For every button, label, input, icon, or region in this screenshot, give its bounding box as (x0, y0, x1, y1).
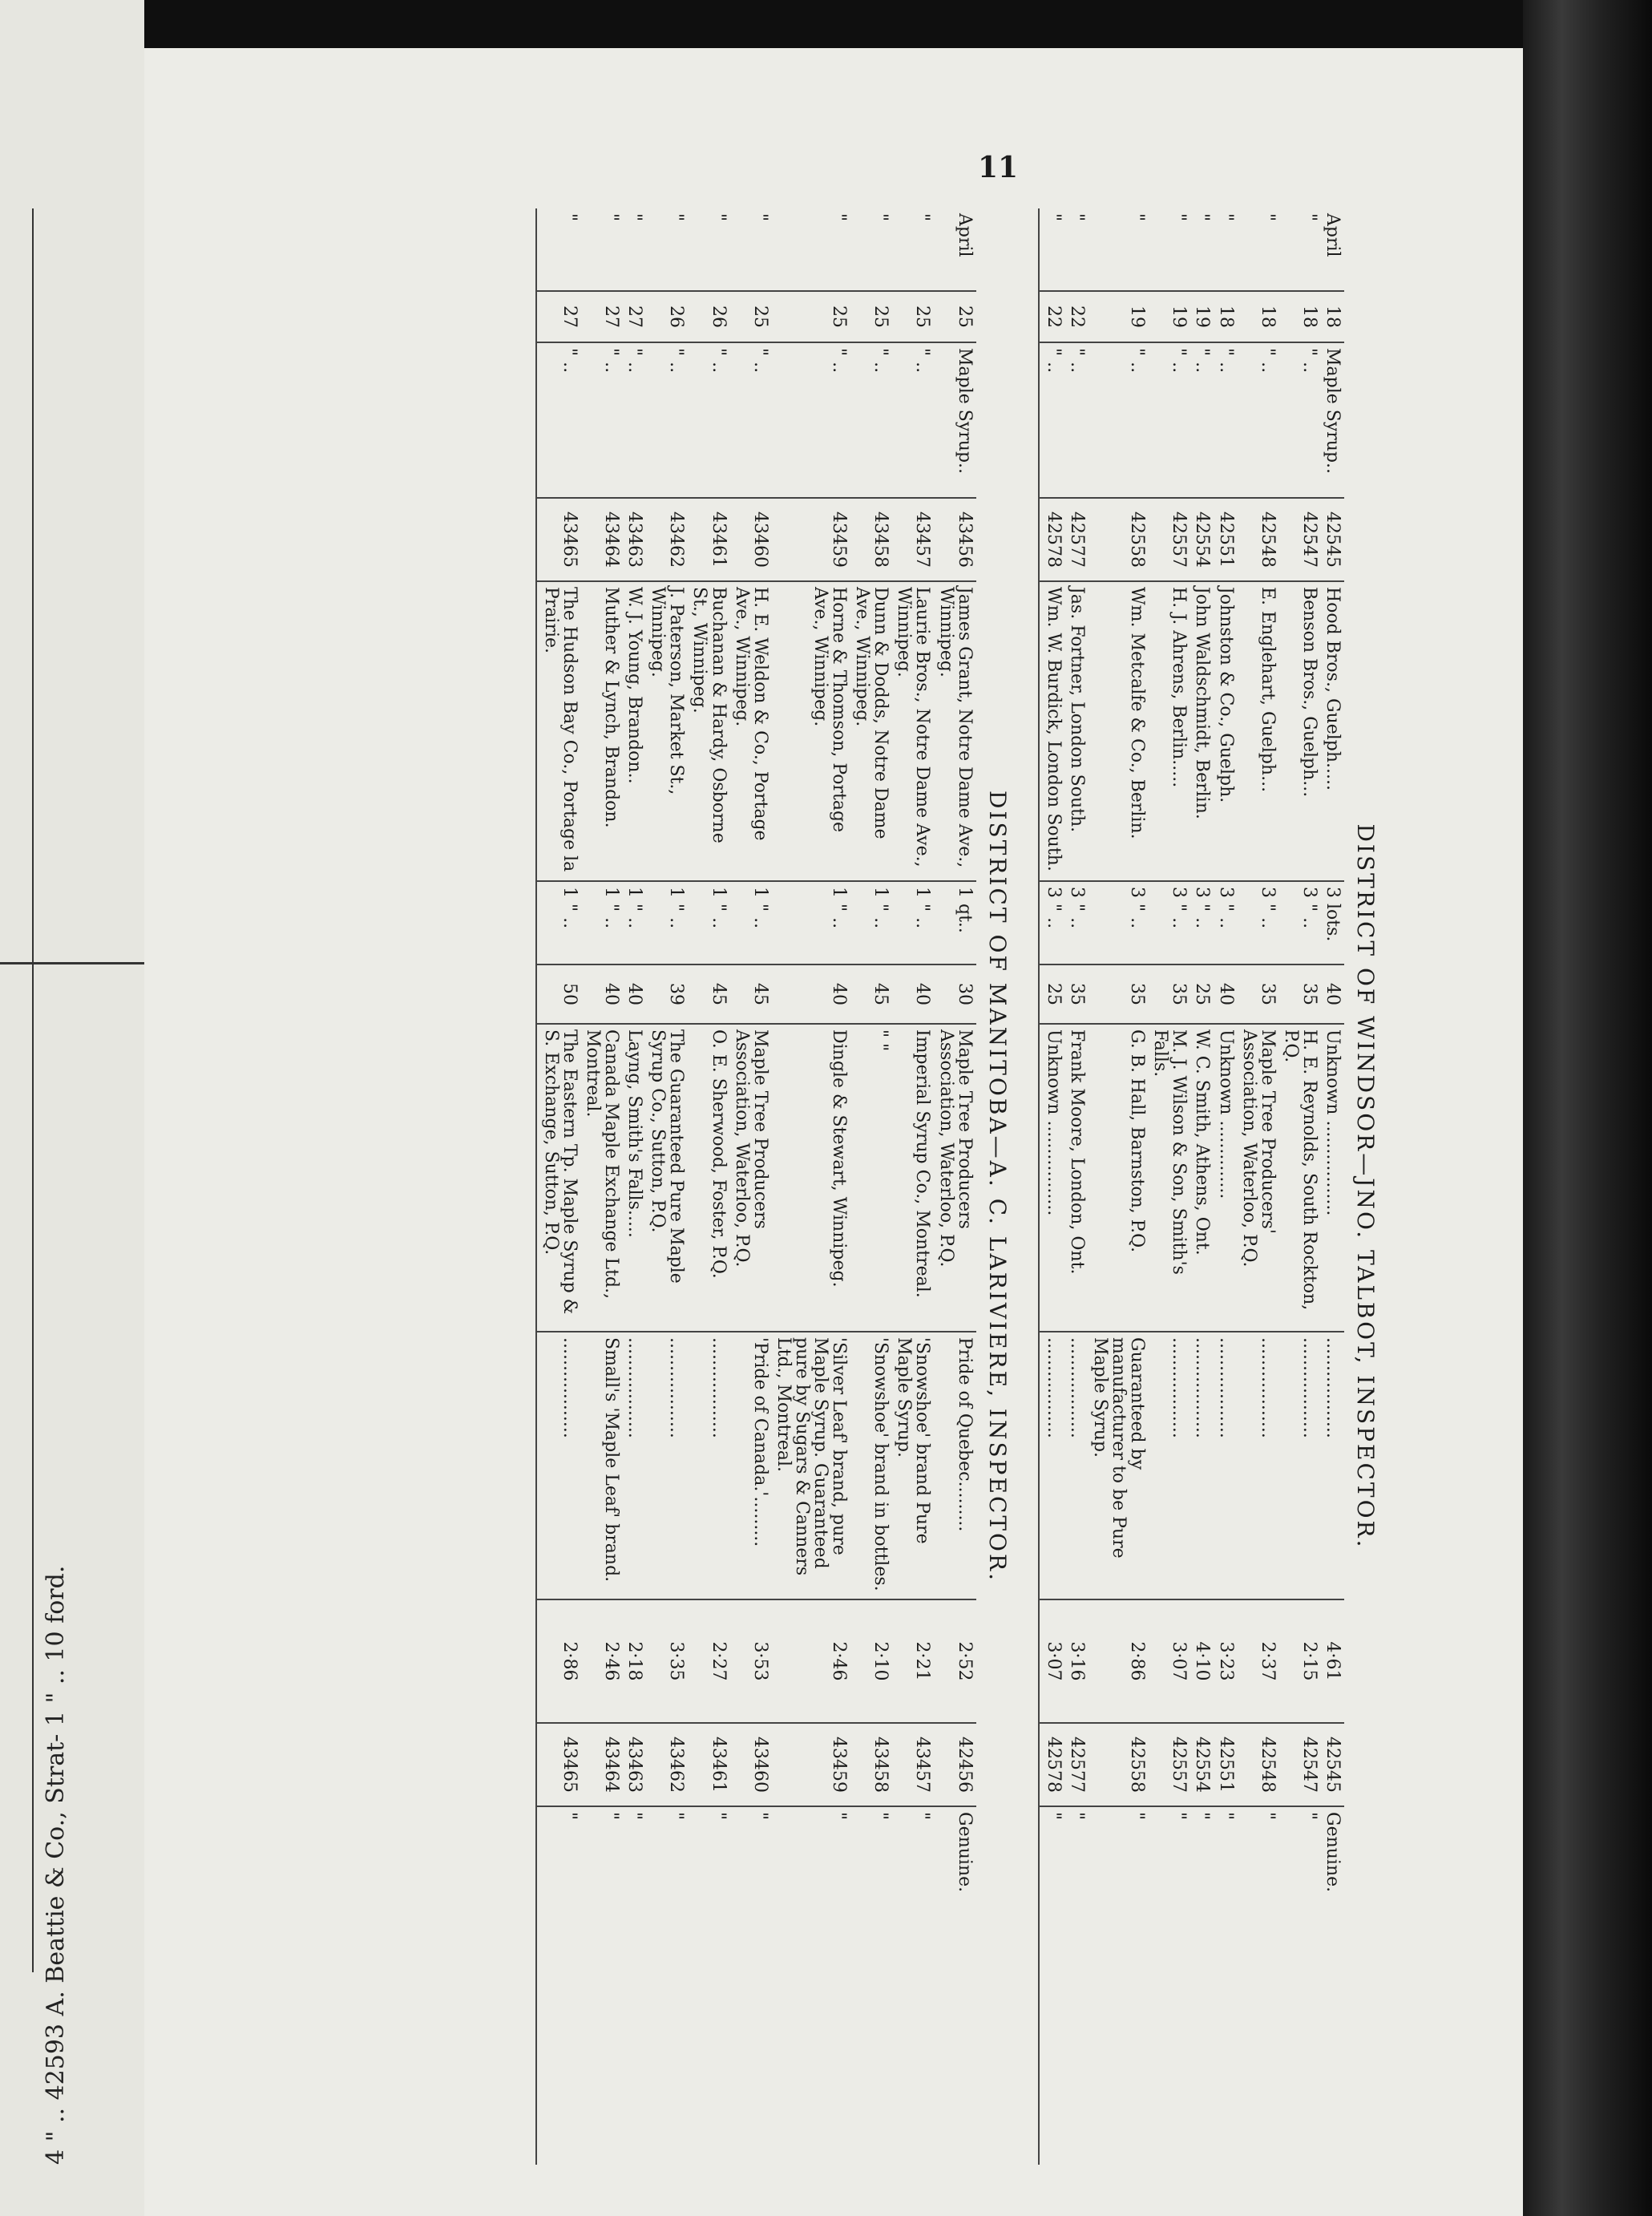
sample-number: 43456 (935, 498, 976, 581)
article-name: " .. (1190, 342, 1214, 498)
quantity: 1 " .. (850, 881, 892, 964)
date-month: April (1323, 213, 1343, 257)
sample-number: 42557 (1149, 498, 1190, 581)
sample-number: 43457 (892, 498, 934, 581)
manufacturer: " " (850, 1024, 892, 1332)
quantity: 1 " .. (646, 881, 688, 964)
manufacturer: Unknown ................. (1039, 1024, 1065, 1332)
rotated-content (535, 208, 1379, 2165)
remark: " (1149, 1806, 1190, 2165)
samples-table (1038, 208, 1344, 2165)
table-row (935, 208, 976, 2165)
quantity: 1 qt.. (935, 881, 976, 964)
sample-number: 43458 (850, 498, 892, 581)
ash-percent: 3·07 (1149, 1599, 1190, 1723)
article-name: " .. (688, 342, 729, 498)
sample-number: 43463 (623, 498, 646, 581)
manufacturer: Dingle & Stewart, Winnipeg. (772, 1024, 850, 1332)
ash-percent: 2·27 (688, 1599, 729, 1723)
date-month: " (708, 213, 729, 222)
sample-number: 43461 (688, 498, 729, 581)
date-day: 25 (935, 291, 976, 342)
quantity: 3 " .. (1089, 881, 1149, 964)
table-row (892, 208, 934, 2165)
table-row (730, 208, 772, 2165)
quantity: 1 " .. (536, 881, 581, 964)
sample-ref-number: 43464 (581, 1723, 623, 1806)
vendor-name: J. Paterson, Market St., Winnipeg. (646, 581, 688, 881)
table-row (688, 208, 729, 2165)
sample-number: 42547 (1279, 498, 1321, 581)
date-day: 25 (772, 291, 850, 342)
price-cents: 35 (1238, 964, 1279, 1024)
vendor-name: Jas. Fortner, London South. (1065, 581, 1089, 881)
date-day: 18 (1238, 291, 1279, 342)
date-day: 19 (1190, 291, 1214, 342)
table-row (1039, 208, 1065, 2165)
sample-number: 43462 (646, 498, 688, 581)
remark: " (730, 1806, 772, 2165)
price-cents: 39 (646, 964, 688, 1024)
remark: " (892, 1806, 934, 2165)
remark: " (1039, 1806, 1065, 2165)
date-day: 25 (730, 291, 772, 342)
remark: Genuine. (1321, 1806, 1344, 2165)
remark: " (1238, 1806, 1279, 2165)
vendor-name: Wm. Metcalfe & Co., Berlin. (1089, 581, 1149, 881)
ash-percent: 3·07 (1039, 1599, 1065, 1723)
brand-description: .................. (646, 1332, 688, 1599)
previous-page-fragment: 4 " .. 42593 A. Beattie & Co., Strat- 1 " .. 10 ford. (42, 1565, 70, 2165)
sample-number: 43465 (536, 498, 581, 581)
date-month: " (1169, 213, 1190, 222)
table-row (581, 208, 623, 2165)
sample-number: 42578 (1039, 498, 1065, 581)
quantity: 3 " .. (1279, 881, 1321, 964)
date-day: 27 (581, 291, 623, 342)
brand-description: 'Snowshoe' brand in bottles. (850, 1332, 892, 1599)
brand-description: .................. (1238, 1332, 1279, 1599)
date-day: 26 (688, 291, 729, 342)
manufacturer: Imperial Syrup Co., Montreal. (892, 1024, 934, 1332)
brand-description: .................. (536, 1332, 581, 1599)
ash-percent: 2·86 (536, 1599, 581, 1723)
date-day: 18 (1214, 291, 1237, 342)
remark: " (1089, 1806, 1149, 2165)
ash-percent: 4·10 (1190, 1599, 1214, 1723)
manufacturer: The Guaranteed Pure Maple Syrup Co., Sutton, P.Q. (646, 1024, 688, 1332)
date-month: " (601, 213, 622, 222)
quantity: 1 " .. (730, 881, 772, 964)
date-day: 25 (850, 291, 892, 342)
price-cents: 40 (581, 964, 623, 1024)
sample-ref-number: 43458 (850, 1723, 892, 1806)
table-row (1321, 208, 1344, 2165)
sample-number: 43459 (772, 498, 850, 581)
sample-number: 42551 (1214, 498, 1237, 581)
quantity: 1 " .. (581, 881, 623, 964)
brand-description: .................. (1214, 1332, 1237, 1599)
brand-description: Guaranteed by manufacturer to be Pure Maple Syrup. (1089, 1332, 1149, 1599)
manufacturer: Frank Moore, London, Ont. (1065, 1024, 1089, 1332)
sample-ref-number: 43465 (536, 1723, 581, 1806)
date-month: " (1215, 213, 1236, 222)
date-month: " (912, 213, 933, 222)
quantity: 3 " .. (1149, 881, 1190, 964)
date-month: April (954, 213, 975, 257)
article-name: " .. (1149, 342, 1190, 498)
section-manitoba (535, 208, 1011, 2165)
article-name: " .. (1065, 342, 1089, 498)
brand-description: 'Snowshoe' brand Pure Maple Syrup. (892, 1332, 934, 1599)
date-day: 27 (536, 291, 581, 342)
brand-description: .................. (688, 1332, 729, 1599)
date-month: " (536, 208, 581, 291)
vendor-name: W. J. Young, Brandon.. (623, 581, 646, 881)
sample-ref-number: 43460 (730, 1723, 772, 1806)
sample-number: 42558 (1089, 498, 1149, 581)
vendor-name: H. E. Weldon & Co., Portage Ave., Winnipeg. (730, 581, 772, 881)
remark: " (1065, 1806, 1089, 2165)
ash-percent: 2·46 (581, 1599, 623, 1723)
price-cents: 35 (1089, 964, 1149, 1024)
remark: " (646, 1806, 688, 2165)
quantity: 3 " .. (1065, 881, 1089, 964)
ash-percent: 2·46 (772, 1599, 850, 1723)
manufacturer: The Eastern Tp. Maple Syrup & S. Exchange, Sutton, P.Q. (536, 1024, 581, 1332)
previous-page-edge (0, 0, 144, 2216)
vendor-name: Buchanan & Hardy, Osborne St., Winnipeg. (688, 581, 729, 881)
article-name: " .. (850, 342, 892, 498)
table-row (623, 208, 646, 2165)
quantity: 3 " .. (1238, 881, 1279, 964)
sample-ref-number: 42456 (935, 1723, 976, 1806)
sample-number: 42577 (1065, 498, 1089, 581)
article-name: Maple Syrup.. (1321, 342, 1344, 498)
quantity: 1 " .. (623, 881, 646, 964)
sample-ref-number: 43459 (772, 1723, 850, 1806)
ash-percent: 2·18 (623, 1599, 646, 1723)
manufacturer: Layng, Smith's Falls..... (623, 1024, 646, 1332)
date-day: 19 (1089, 291, 1149, 342)
quantity: 3 " .. (1039, 881, 1065, 964)
brand-description: .................. (1065, 1332, 1089, 1599)
manufacturer: H. E. Reynolds, South Rockton, P.Q. (1279, 1024, 1321, 1332)
brand-description: Small's 'Maple Leaf' brand. (581, 1332, 623, 1599)
vendor-name: Muther & Lynch, Brandon. (581, 581, 623, 881)
price-cents: 30 (935, 964, 976, 1024)
quantity: 1 " .. (772, 881, 850, 964)
article-name: " .. (1279, 342, 1321, 498)
vendor-name: James Grant, Notre Dame Ave., Winnipeg. (935, 581, 976, 881)
quantity: 3 lots. (1321, 881, 1344, 964)
manufacturer: Maple Tree Producers Association, Waterloo, P.Q. (730, 1024, 772, 1332)
brand-description: .................. (1321, 1332, 1344, 1599)
vendor-name: Wm. W. Burdick, London South. (1039, 581, 1065, 881)
sample-ref-number: 42554 (1190, 1723, 1214, 1806)
article-name: " .. (892, 342, 934, 498)
ash-percent: 3·16 (1065, 1599, 1089, 1723)
price-cents: 35 (1279, 964, 1321, 1024)
price-cents: 45 (688, 964, 729, 1024)
brand-description: .................. (1279, 1332, 1321, 1599)
remark: " (1190, 1806, 1214, 2165)
price-cents: 40 (1214, 964, 1237, 1024)
vendor-name: Johnston & Co., Guelph. (1214, 581, 1237, 881)
remark: " (1214, 1806, 1237, 2165)
remark: " (1279, 1806, 1321, 2165)
sample-ref-number: 42577 (1065, 1723, 1089, 1806)
sample-ref-number: 42578 (1039, 1723, 1065, 1806)
ash-percent: 2·86 (1089, 1599, 1149, 1723)
article-name: " .. (536, 342, 581, 498)
article-name: " .. (646, 342, 688, 498)
ash-percent: 3·53 (730, 1599, 772, 1723)
sample-ref-number: 42558 (1089, 1723, 1149, 1806)
column-rule (32, 208, 34, 1972)
remark: " (850, 1806, 892, 2165)
sample-number: 42554 (1190, 498, 1214, 581)
date-month: " (829, 213, 850, 222)
price-cents: 45 (730, 964, 772, 1024)
sample-number: 42548 (1238, 498, 1279, 581)
date-month: " (749, 213, 770, 222)
date-month: " (1192, 213, 1213, 222)
sample-ref-number: 42547 (1279, 1723, 1321, 1806)
remark: " (688, 1806, 729, 2165)
vendor-name: Hood Bros., Guelph..... (1321, 581, 1344, 881)
date-day: 27 (623, 291, 646, 342)
vendor-name: The Hudson Bay Co., Portage la Prairie. (536, 581, 581, 881)
brand-description: 'Pride of Canada.'......... (730, 1332, 772, 1599)
sample-number: 43460 (730, 498, 772, 581)
sample-ref-number: 43457 (892, 1723, 934, 1806)
table-row (1214, 208, 1237, 2165)
date-month: " (624, 213, 645, 222)
sample-number: 42545 (1321, 498, 1344, 581)
price-cents: 50 (536, 964, 581, 1024)
vendor-name: Laurie Bros., Notre Dame Ave., Winnipeg. (892, 581, 934, 881)
price-cents: 40 (623, 964, 646, 1024)
table-row (1089, 208, 1149, 2165)
price-cents: 25 (1190, 964, 1214, 1024)
vendor-name: John Waldschmidt, Berlin. (1190, 581, 1214, 881)
date-month: " (1039, 208, 1065, 291)
quantity: 3 " .. (1214, 881, 1237, 964)
remark: " (623, 1806, 646, 2165)
remark: " (772, 1806, 850, 2165)
vendor-name: H. J. Ahrens, Berlin..... (1149, 581, 1190, 881)
vendor-name: Dunn & Dodds, Notre Dame Ave., Winnipeg. (850, 581, 892, 881)
ash-percent: 3·35 (646, 1599, 688, 1723)
vendor-name: E. Englehart, Guelph... (1238, 581, 1279, 881)
article-name: " .. (730, 342, 772, 498)
price-cents: 40 (892, 964, 934, 1024)
table-row (646, 208, 688, 2165)
quantity: 1 " .. (892, 881, 934, 964)
date-day: 26 (646, 291, 688, 342)
brand-description: .................. (623, 1332, 646, 1599)
table-row (1238, 208, 1279, 2165)
table-row (772, 208, 850, 2165)
date-day: 22 (1065, 291, 1089, 342)
ash-percent: 4·61 (1321, 1599, 1344, 1723)
table-row (1279, 208, 1321, 2165)
brand-description: 'Silver Leaf' brand, pure Maple Syrup. Guaranteed pure by Sugars & Canners Ltd., Montreal. (772, 1332, 850, 1599)
date-day: 19 (1149, 291, 1190, 342)
date-day: 18 (1321, 291, 1344, 342)
manufacturer: O. E. Sherwood, Foster, P.Q. (688, 1024, 729, 1332)
sample-ref-number: 42557 (1149, 1723, 1190, 1806)
article-name: " .. (1039, 342, 1065, 498)
remark: " (536, 1806, 581, 2165)
date-month: " (1127, 213, 1148, 222)
vendor-name: Benson Bros., Guelph... (1279, 581, 1321, 881)
district-title: DISTRICT OF WINDSOR—JNO. TALBOT, INSPECTOR. (1352, 823, 1379, 1550)
sample-ref-number: 43463 (623, 1723, 646, 1806)
ash-percent: 2·15 (1279, 1599, 1321, 1723)
sample-ref-number: 42551 (1214, 1723, 1237, 1806)
article-name: " .. (581, 342, 623, 498)
manufacturer: G. B. Hall, Barnston, P.Q. (1089, 1024, 1149, 1332)
price-cents: 35 (1149, 964, 1190, 1024)
date-month: " (666, 213, 687, 222)
sample-ref-number: 42548 (1238, 1723, 1279, 1806)
samples-table (535, 208, 976, 2165)
table-row (1190, 208, 1214, 2165)
date-month: " (1299, 213, 1319, 222)
brand-description: Pride of Quebec......... (935, 1332, 976, 1599)
manufacturer: Maple Tree Producers' Association, Waterloo, P.Q. (1238, 1024, 1279, 1332)
price-cents: 40 (772, 964, 850, 1024)
table-row (850, 208, 892, 2165)
price-cents: 45 (850, 964, 892, 1024)
table-row (1065, 208, 1089, 2165)
price-cents: 25 (1039, 964, 1065, 1024)
ash-percent: 3·23 (1214, 1599, 1237, 1723)
brand-description: .................. (1190, 1332, 1214, 1599)
date-day: 22 (1039, 291, 1065, 342)
manufacturer: W. C. Smith, Athens, Ont. (1190, 1024, 1214, 1332)
remark: " (581, 1806, 623, 2165)
manufacturer: Unknown .............. (1214, 1024, 1237, 1332)
manufacturer: Canada Maple Exchange Ltd., Montreal. (581, 1024, 623, 1332)
brand-description: .................. (1039, 1332, 1065, 1599)
article-name: " .. (1238, 342, 1279, 498)
brand-description: .................. (1149, 1332, 1190, 1599)
row-rule (0, 962, 144, 964)
date-month: " (1257, 213, 1278, 222)
sample-ref-number: 42545 (1321, 1723, 1344, 1806)
date-day: 18 (1279, 291, 1321, 342)
quantity: 1 " .. (688, 881, 729, 964)
article-name: " .. (1089, 342, 1149, 498)
date-day: 25 (892, 291, 934, 342)
remark: Genuine. (935, 1806, 976, 2165)
sample-ref-number: 43462 (646, 1723, 688, 1806)
article-name: " .. (1214, 342, 1237, 498)
date-month: " (870, 213, 891, 222)
ash-percent: 2·21 (892, 1599, 934, 1723)
price-cents: 35 (1065, 964, 1089, 1024)
page-number: 11 (978, 151, 1019, 184)
vendor-name: Horne & Thomson, Portage Ave., Winnipeg. (772, 581, 850, 881)
article-name: " .. (623, 342, 646, 498)
article-name: Maple Syrup.. (935, 342, 976, 498)
ash-percent: 2·10 (850, 1599, 892, 1723)
sample-number: 43464 (581, 498, 623, 581)
section-windsor (1038, 208, 1379, 2165)
table-row (536, 208, 581, 2165)
quantity: 3 " .. (1190, 881, 1214, 964)
manufacturer: Unknown ................. (1321, 1024, 1344, 1332)
manufacturer: Maple Tree Producers Association, Waterloo, P.Q. (935, 1024, 976, 1332)
table-row (1149, 208, 1190, 2165)
ash-percent: 2·37 (1238, 1599, 1279, 1723)
price-cents: 40 (1321, 964, 1344, 1024)
ash-percent: 2·52 (935, 1599, 976, 1723)
book-spine (1523, 0, 1652, 2216)
manufacturer: M. J. Wilson & Son, Smith's Falls. (1149, 1024, 1190, 1332)
article-name: " .. (772, 342, 850, 498)
date-month: " (1066, 213, 1087, 222)
district-title: DISTRICT OF MANITOBA—A. C. LARIVIERE, INSPECTOR. (984, 791, 1011, 1583)
sample-ref-number: 43461 (688, 1723, 729, 1806)
